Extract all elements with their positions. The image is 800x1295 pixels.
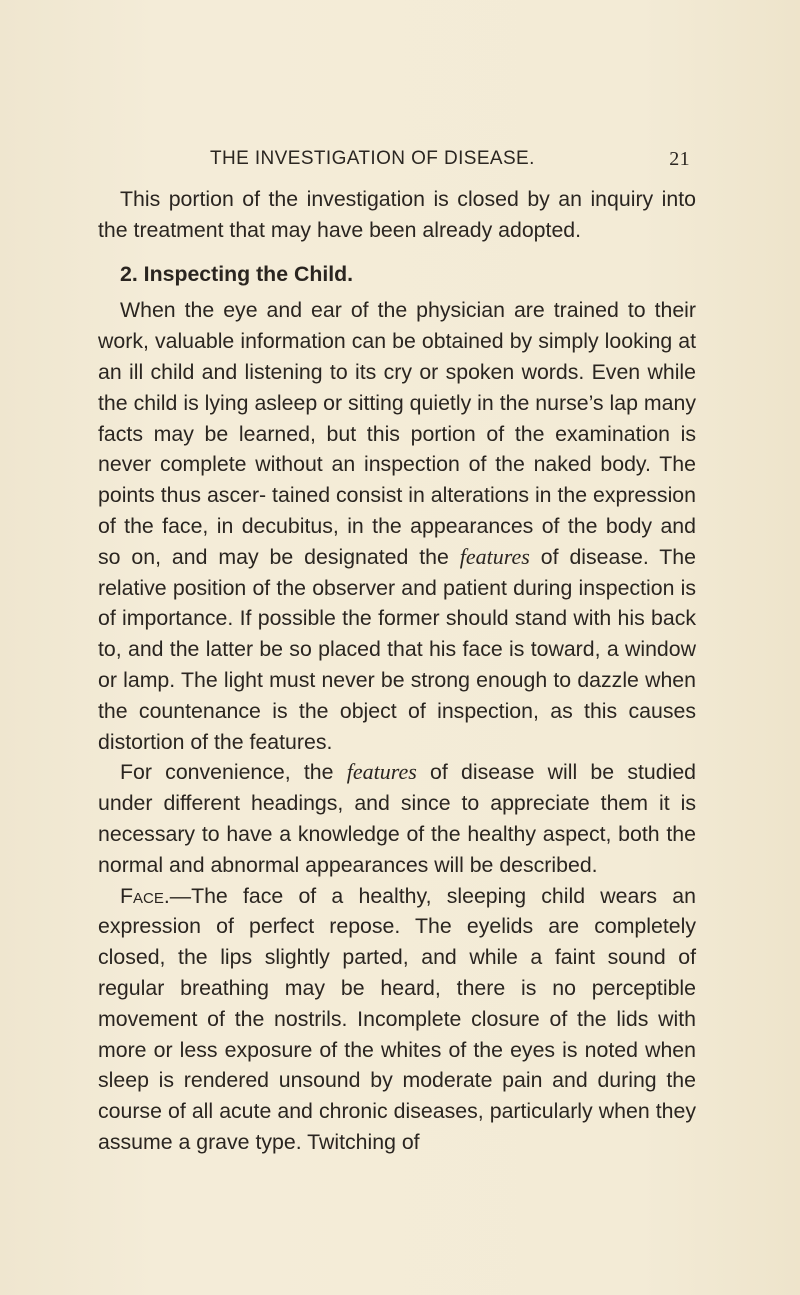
face-subheading: Face. bbox=[120, 883, 170, 908]
emphasis-features-2: features bbox=[346, 759, 417, 785]
body-text bbox=[98, 184, 696, 1158]
paragraph-convenience bbox=[98, 757, 696, 880]
emphasis-features: features bbox=[459, 543, 530, 569]
section-heading: 2. Inspecting the Child. bbox=[120, 261, 354, 286]
paragraph-inspection bbox=[98, 295, 696, 757]
paragraph-convenience-text-b: of disease will be studied under different headings, and since to appreciate them it is necessary to have a knowledge of the healthy aspect, both the normal and abnormal appearances will be described. bbox=[98, 760, 697, 877]
paragraph-inspection-text-a: When the eye and ear of the physician are trained to their work, valuable information can be obtained by simply looking at an ill child and listening to its cry or spoken words. Even while the child is lying asleep or sitting quietly in the nurse’s lap many facts may be learned, but this portion of the examination is never complete without an inspection of the naked body. The points thus ascer- tained consist in alterations in the expression of the face, in decubitus, in the appearances of the body and so on, and may be designated the bbox=[98, 298, 696, 569]
running-header bbox=[210, 148, 690, 170]
paragraph-face bbox=[98, 881, 696, 1158]
paragraph-convenience-text-a: For convenience, the bbox=[120, 760, 334, 785]
paragraph-inspection-text-b: of disease. The relative position of the observer and patient during inspection is of importance. If possible the former should stand with his back to, and the latter be so placed that his face is toward, a window or lamp. The light must never be strong enough to dazzle when the countenance is the object of inspection, as this causes distortion of the features. bbox=[98, 544, 696, 754]
intro-paragraph: This portion of the investigation is closed by an inquiry into the treatment that may have been already adopted. bbox=[98, 187, 696, 242]
page-number: 21 bbox=[669, 148, 690, 170]
running-title: THE INVESTIGATION OF DISEASE. bbox=[210, 148, 535, 169]
paragraph-face-text: —The face of a healthy, sleeping child wears an expression of perfect repose. The eyelids are completely closed, the lips slightly parted, and while a faint sound of regular breathing may be heard, there is no perceptible movement of the nostrils. Incomplete closure of the lids with more or less exposure of the whites of the eyes is noted when sleep is rendered unsound by moderate pain and during the course of all acute and chronic diseases, particularly when they assume a grave type. Twitching of bbox=[98, 883, 696, 1154]
